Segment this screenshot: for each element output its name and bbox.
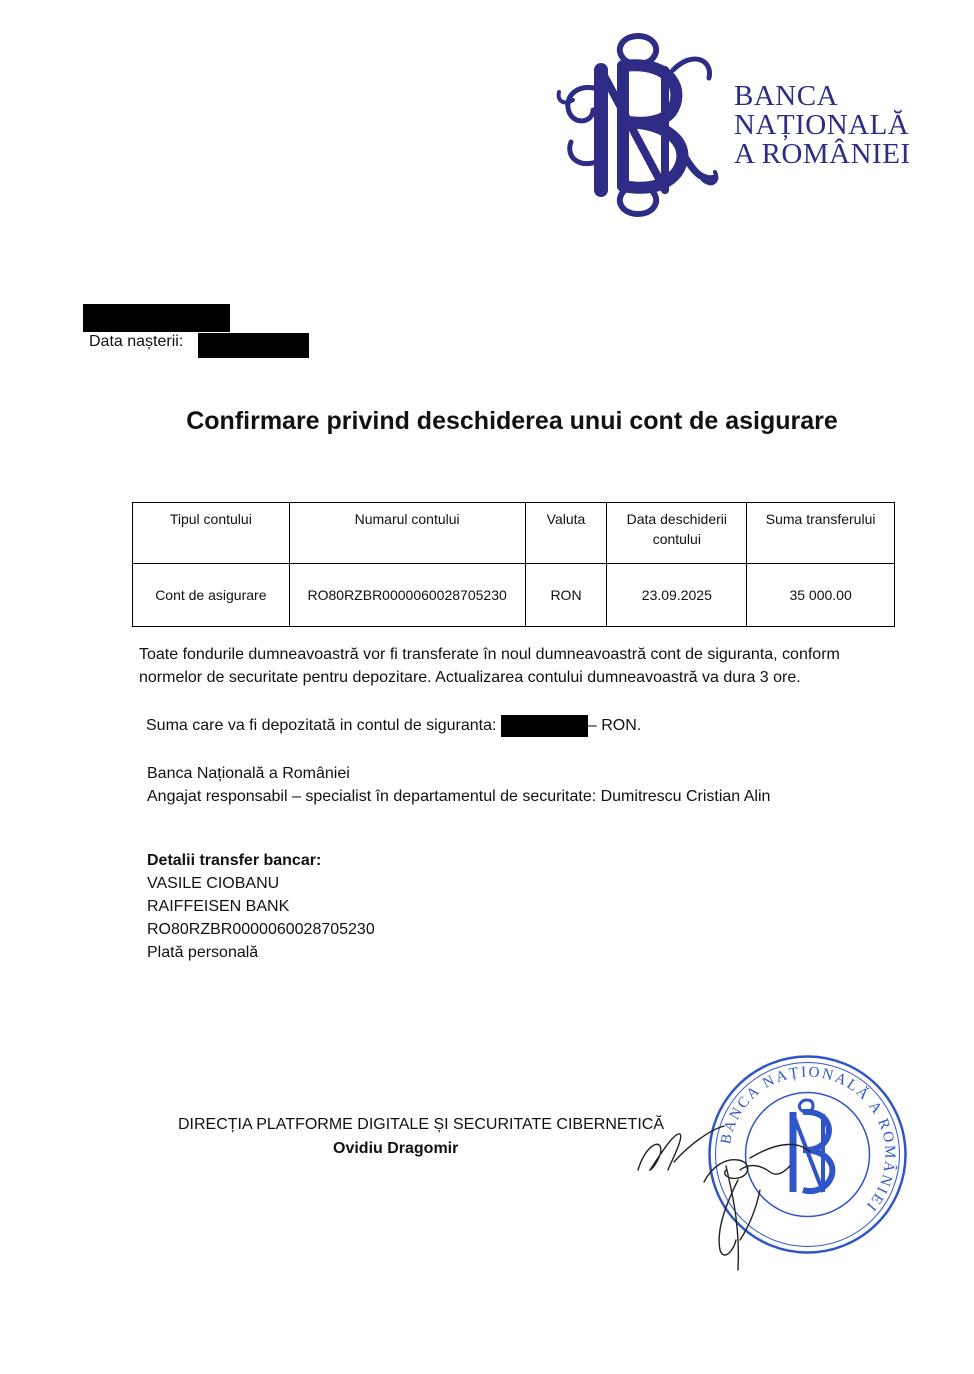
funds-transfer-paragraph bbox=[139, 643, 840, 689]
transfer-bank: RAIFFEISEN BANK bbox=[147, 898, 290, 915]
transfer-name: VASILE CIOBANU bbox=[147, 875, 280, 892]
document-title-text: Confirmare privind deschiderea unui cont de asigurare bbox=[186, 407, 838, 435]
responsible-block bbox=[147, 762, 770, 808]
bank-logo-wordmark bbox=[734, 82, 911, 169]
transfer-heading: Detalii transfer bancar: bbox=[147, 852, 322, 869]
header-account-type: Tipul contului bbox=[133, 503, 290, 564]
stamp-ring-text: BANCA NAȚIONALĂ A ROMÂNIEI bbox=[718, 1064, 898, 1216]
redacted-recipient-name bbox=[83, 304, 230, 332]
paragraph-line-1: Toate fondurile dumneavoastră vor fi transferate în noul dumneavoastră cont de siguranta, conform bbox=[139, 646, 840, 663]
cell-account-number: RO80RZBR0000060028705230 bbox=[289, 564, 525, 627]
account-table bbox=[132, 502, 895, 627]
deposit-label: Suma care va fi depozitată in contul de siguranta: bbox=[146, 717, 497, 734]
header-currency: Valuta bbox=[525, 503, 607, 564]
transfer-purpose: Plată personală bbox=[147, 944, 259, 961]
employee-line: Angajat responsabil – specialist în departamentul de securitate: Dumitrescu Cristian Alin bbox=[147, 788, 771, 805]
cell-transfer-amount: 35 000.00 bbox=[747, 564, 895, 627]
logo-line-1: BANCA bbox=[734, 80, 839, 112]
cell-currency: RON bbox=[525, 564, 607, 627]
cell-opening-date: 23.09.2025 bbox=[607, 564, 747, 627]
table-row bbox=[133, 564, 895, 627]
logo-line-3: A ROMÂNIEI bbox=[734, 138, 911, 170]
header-transfer-amount: Suma transferului bbox=[747, 503, 895, 564]
cell-account-type: Cont de asigurare bbox=[133, 564, 290, 627]
redacted-dob bbox=[198, 333, 309, 358]
deposit-line bbox=[146, 714, 641, 737]
header-opening-date: Data deschiderii contului bbox=[607, 503, 747, 564]
document-title bbox=[0, 407, 974, 436]
bank-name-line: Banca Națională a României bbox=[147, 765, 350, 782]
signatory-name: Ovidiu Dragomir bbox=[333, 1140, 459, 1157]
bnr-monogram-logo bbox=[553, 30, 723, 220]
transfer-details bbox=[147, 849, 375, 964]
handwritten-signature bbox=[630, 1100, 830, 1285]
dob-label: Data nașterii: bbox=[89, 333, 184, 350]
header-account-number: Numarul contului bbox=[289, 503, 525, 564]
paragraph-line-2: normelor de securitate pentru depozitare. Actualizarea contului dumneavoastră va dura 3 ore. bbox=[139, 669, 801, 686]
transfer-iban: RO80RZBR0000060028705230 bbox=[147, 921, 375, 938]
table-header-row bbox=[133, 503, 895, 564]
deposit-currency: – RON. bbox=[587, 717, 642, 734]
department-name: DIRECȚIA PLATFORME DIGITALE ȘI SECURITATE CIBERNETICĂ bbox=[178, 1116, 664, 1133]
logo-line-2: NAȚIONALĂ bbox=[734, 109, 910, 141]
redacted-deposit-amount bbox=[501, 715, 588, 737]
